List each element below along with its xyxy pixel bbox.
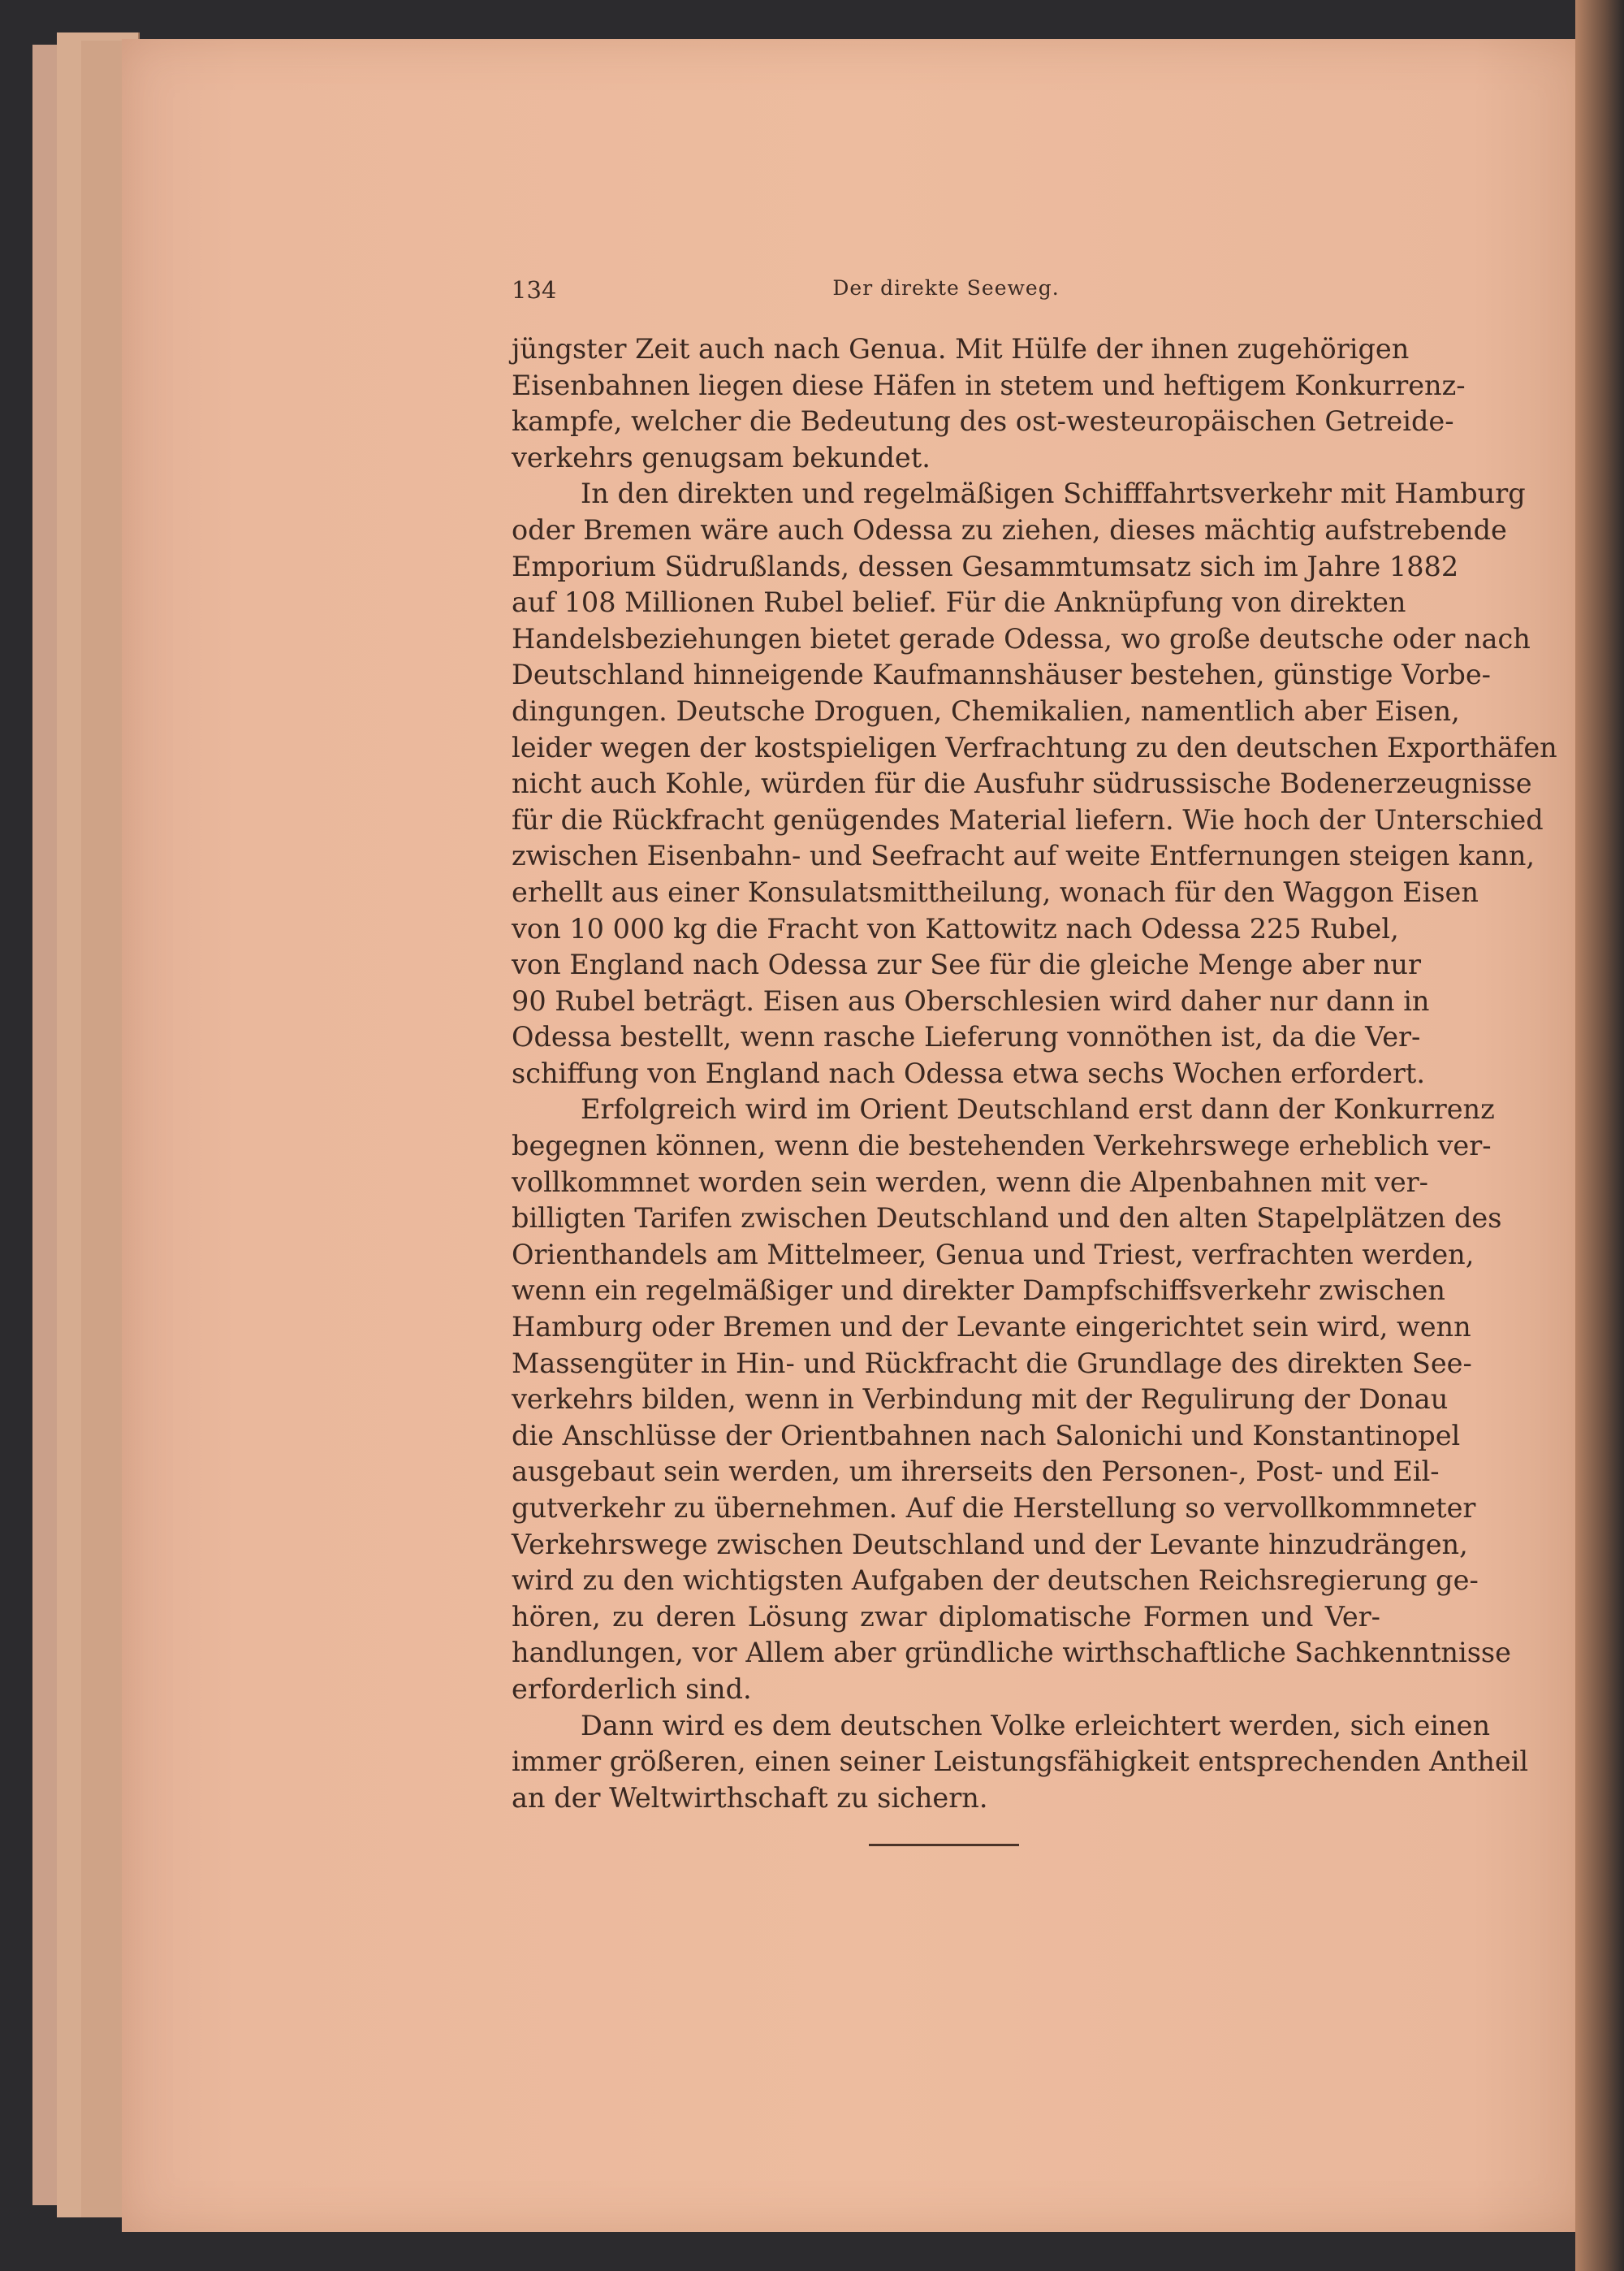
body-text — [512, 331, 1557, 1816]
text-line: Handelsbeziehungen bietet gerade Odessa, wo große deutsche oder nach — [512, 622, 1531, 655]
running-title: Der direkte Seeweg. — [832, 276, 1060, 300]
text-line: für die Rückfracht genügendes Material liefern. Wie hoch der Unterschied — [512, 803, 1544, 836]
text-line: erforderlich sind. — [512, 1672, 752, 1705]
text-line: Emporium Südrußlands, dessen Gesammtumsatz sich im Jahre 1882 — [512, 550, 1459, 582]
text-line: Deutschland hinneigende Kaufmannshäuser bestehen, günstige Vorbe- — [512, 659, 1491, 691]
text-line: vollkommnet worden sein werden, wenn die Alpenbahnen mit ver- — [512, 1166, 1428, 1198]
text-line: hören, zu deren Lösung zwar diplomatische Formen und Ver- — [512, 1600, 1380, 1633]
end-rule — [869, 1844, 1019, 1846]
book-binding — [1575, 0, 1624, 2271]
text-line: Eisenbahnen liegen diese Häfen in stetem und heftigem Konkurrenz- — [512, 369, 1466, 401]
text-line: wird zu den wichtigsten Aufgaben der deutschen Reichsregierung ge- — [512, 1564, 1479, 1597]
text-line: schiffung von England nach Odessa etwa sechs Wochen erfordert. — [512, 1057, 1426, 1089]
text-line: handlungen, vor Allem aber gründliche wirthschaftliche Sachkenntnisse — [512, 1637, 1511, 1669]
text-line: die Anschlüsse der Orientbahnen nach Salonichi und Konstantinopel — [512, 1419, 1461, 1451]
text-line: auf 108 Millionen Rubel belief. Für die Anknüpfung von direkten — [512, 586, 1406, 619]
text-line: oder Bremen wäre auch Odessa zu ziehen, dieses mächtig aufstrebende — [512, 513, 1507, 546]
text-line: Massengüter in Hin- und Rückfracht die Grundlage des direkten See- — [512, 1347, 1472, 1379]
page-header — [512, 276, 1380, 317]
text-line: In den direkten und regelmäßigen Schifffahrtsverkehr mit Hamburg — [581, 478, 1526, 510]
text-line: an der Weltwirthschaft zu sichern. — [512, 1781, 988, 1814]
text-line: billigten Tarifen zwischen Deutschland und den alten Stapelplätzen des — [512, 1202, 1502, 1235]
text-line: Verkehrswege zwischen Deutschland und der Levante hinzudrängen, — [512, 1528, 1468, 1560]
text-line: Erfolgreich wird im Orient Deutschland erst dann der Konkurrenz — [581, 1093, 1495, 1126]
text-line: verkehrs genugsam bekundet. — [512, 441, 931, 474]
text-line: begegnen können, wenn die bestehenden Verkehrswege erheblich ver- — [512, 1130, 1492, 1162]
text-line: von 10 000 kg die Fracht von Kattowitz nach Odessa 225 Rubel, — [512, 912, 1399, 945]
text-line: kampfe, welcher die Bedeutung des ost-westeuropäischen Getreide- — [512, 405, 1454, 438]
text-line: zwischen Eisenbahn- und Seefracht auf weite Entfernungen steigen kann, — [512, 840, 1535, 872]
text-line: leider wegen der kostspieligen Verfrachtung zu den deutschen Exporthäfen — [512, 731, 1557, 763]
text-line: Orienthandels am Mittelmeer, Genua und Triest, verfrachten werden, — [512, 1238, 1475, 1270]
text-line: dingungen. Deutsche Droguen, Chemikalien, namentlich aber Eisen, — [512, 694, 1460, 727]
text-line: gutverkehr zu übernehmen. Auf die Herstellung so vervollkommneter — [512, 1492, 1476, 1524]
text-line: verkehrs bilden, wenn in Verbindung mit der Regulirung der Donau — [512, 1383, 1449, 1416]
text-line: wenn ein regelmäßiger und direkter Dampfschiffsverkehr zwischen — [512, 1274, 1445, 1307]
text-line: immer größeren, einen seiner Leistungsfähigkeit entsprechenden Antheil — [512, 1745, 1529, 1778]
text-line: von England nach Odessa zur See für die gleiche Menge aber nur — [512, 949, 1422, 981]
text-line: Odessa bestellt, wenn rasche Lieferung vonnöthen ist, da die Ver- — [512, 1021, 1421, 1053]
text-line: Hamburg oder Bremen und der Levante eingerichtet sein wird, wenn — [512, 1311, 1471, 1343]
text-line: jüngster Zeit auch nach Genua. Mit Hülfe der ihnen zugehörigen — [512, 333, 1410, 365]
text-line: Dann wird es dem deutschen Volke erleichtert werden, sich einen — [581, 1709, 1491, 1741]
text-line: ausgebaut sein werden, um ihrerseits den Personen-, Post- und Eil- — [512, 1456, 1440, 1488]
text-line: nicht auch Kohle, würden für die Ausfuhr südrussische Bodenerzeugnisse — [512, 768, 1532, 800]
text-line: 90 Rubel beträgt. Eisen aus Oberschlesien wird daher nur dann in — [512, 984, 1430, 1017]
page-number: 134 — [512, 276, 557, 304]
text-line: erhellt aus einer Konsulatsmittheilung, wonach für den Waggon Eisen — [512, 876, 1479, 908]
